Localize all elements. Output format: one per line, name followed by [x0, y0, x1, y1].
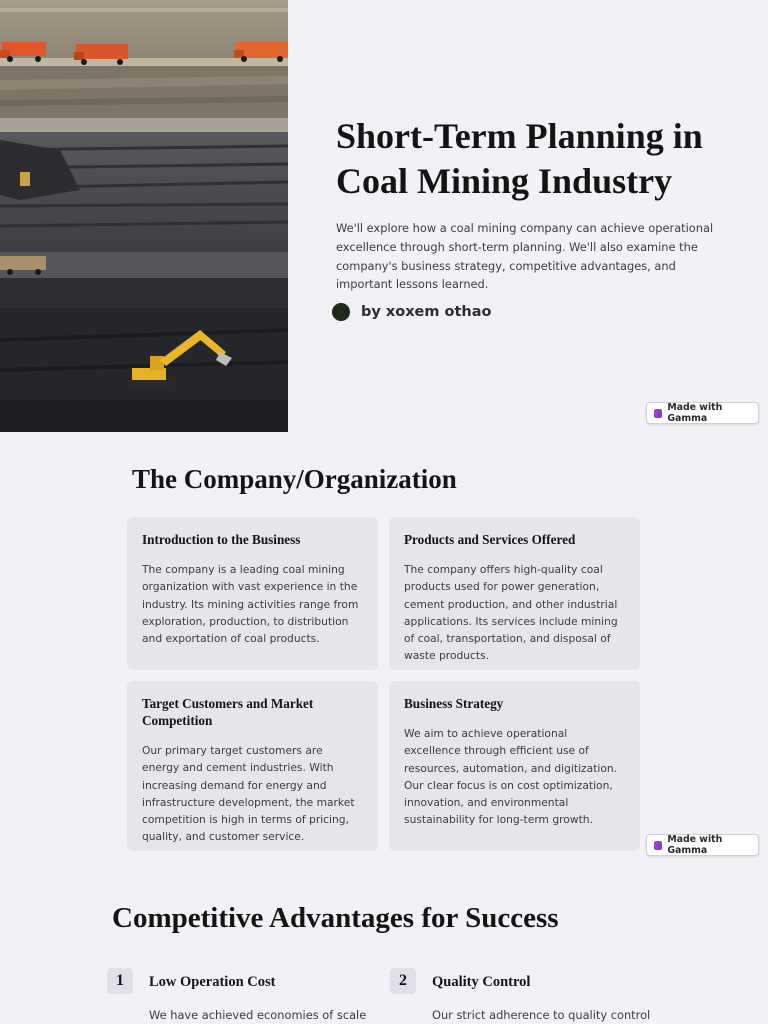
- card-title: Introduction to the Business: [142, 532, 301, 547]
- advantage-body: We have achieved economies of scale: [149, 1008, 367, 1022]
- card-title: Business Strategy: [404, 696, 504, 711]
- made-with-gamma-badge[interactable]: [646, 402, 759, 424]
- advantage-body: Our strict adherence to quality control: [432, 1008, 651, 1022]
- card-introduction: [127, 517, 378, 670]
- mine-photo: [0, 0, 288, 432]
- advantage-title: Low Operation Cost: [149, 974, 276, 990]
- step-number: 2: [390, 968, 416, 994]
- step-number: 1: [107, 968, 133, 994]
- made-with-gamma-badge[interactable]: [646, 834, 759, 856]
- slide-title: Short-Term Planning in Coal Mining Industry: [336, 116, 703, 201]
- author-byline: [332, 303, 492, 321]
- card-title: Products and Services Offered: [404, 532, 576, 547]
- card-body: The company offers high-quality coal products used for power generation, cement production, and other industrial applications. Its services include mining of coal, transportation, and disposal of waste products.: [404, 563, 618, 663]
- title-slide: [0, 0, 768, 432]
- card-title: Target Customers and Market Competition: [142, 696, 314, 728]
- badge-label: Made with Gamma: [667, 402, 723, 424]
- slide-description: We'll explore how a coal mining company can achieve operational excellence through short-term planning. We'll also examine the company's business strategy, competitive advantages, and important lessons learned.: [336, 221, 714, 292]
- gamma-logo-icon: [654, 409, 662, 418]
- section-title-company: The Company/Organization: [132, 464, 457, 494]
- advantage-title: Quality Control: [432, 974, 531, 990]
- badge-label: Made with Gamma: [667, 834, 723, 856]
- card-body: Our primary target customers are energy and cement industries. With increasing demand for energy and infrastructure development, the market competition is high in terms of pricing, quality, and customer service.: [142, 744, 355, 844]
- card-body: The company is a leading coal mining organization with vast experience in the industry. Its mining activities range from exploration, production, to distribution and exportation of coal products.: [142, 563, 359, 646]
- section-title-advantages: Competitive Advantages for Success: [112, 902, 559, 934]
- card-target-customers: [127, 681, 378, 851]
- gamma-logo-icon: [654, 841, 662, 850]
- avatar: [332, 303, 350, 321]
- card-business-strategy: [389, 681, 640, 851]
- card-products-services: [389, 517, 640, 670]
- author-name: by xoxem othao: [361, 304, 492, 320]
- card-body: We aim to achieve operational excellence through efficient use of resources, automation, and digitization. Our clear focus is on cost optimization, innovation, and environmental sustainability for long-term growth.: [404, 727, 618, 827]
